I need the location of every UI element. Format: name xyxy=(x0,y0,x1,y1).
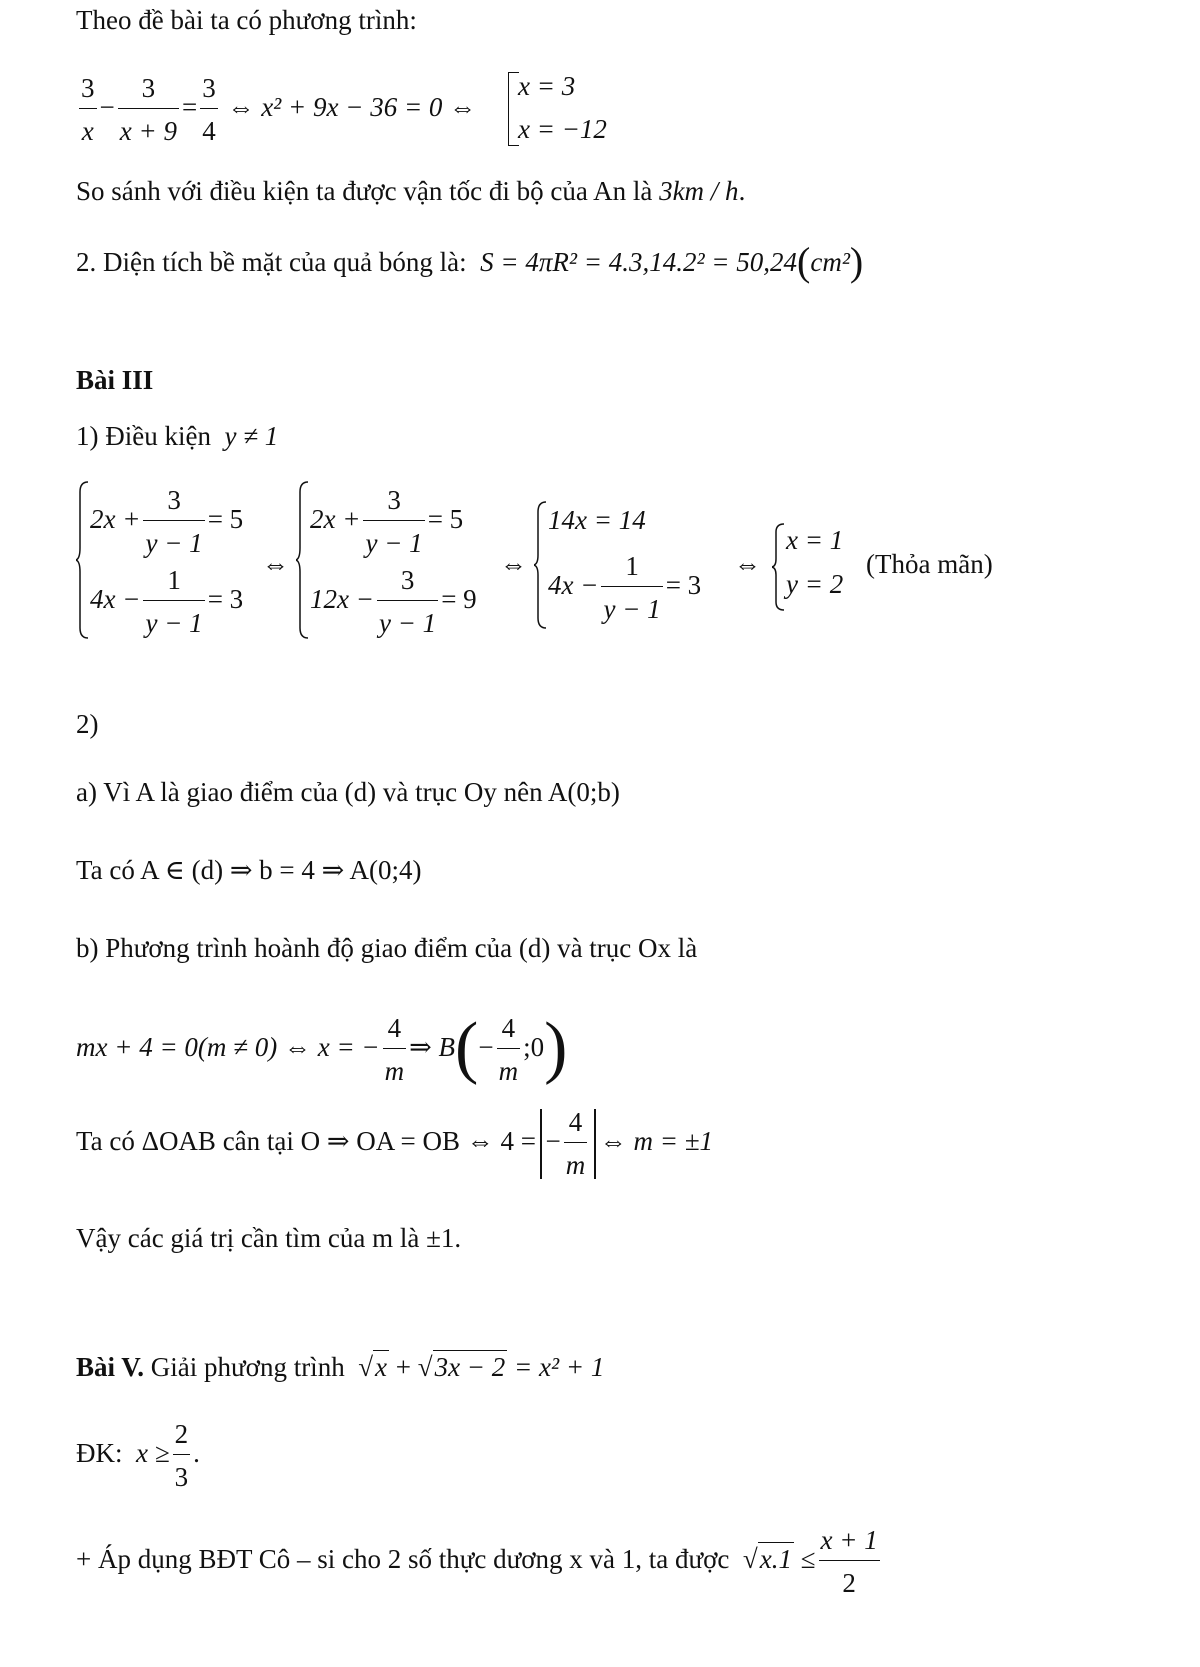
case-2: x = −12 xyxy=(518,114,607,144)
equation-1: $\frac{3}{x}$ − $\frac{3}{x + 9}$ = $\frac{3}{4}$ ⇔ x² + 9x − 36 = 0 ⇔ xyxy=(81,73,477,147)
system-1: 2x + $\frac{3}{y - 1}$ = 5 4x − $\frac{1}{y - 1}$ = 3 xyxy=(76,480,256,640)
area-line: 2. Diện tích bề mặt của quả bóng là: S = 4πR² = 4.3,14.2² = 50,24(cm²) xyxy=(76,239,864,284)
fraction: $\frac{3}{4}$ xyxy=(202,73,216,147)
dk-line: ĐK: x ≥ $\frac{2}{3}$ . xyxy=(76,1419,200,1493)
fraction: $\frac{3}{x + 9}$ xyxy=(119,73,177,147)
equiv-symbol: ⇔ xyxy=(262,549,289,579)
brace-icon xyxy=(534,500,548,630)
case-1: x = 3 xyxy=(518,71,576,101)
part-2a-taco: Ta có A ∈ (d) ⇒ b = 4 ⇒ A(0;4) xyxy=(76,855,422,885)
equiv-symbol: ⇔ xyxy=(500,549,527,579)
brace-icon xyxy=(296,480,310,640)
brace-icon xyxy=(76,480,90,640)
part-2b-equation: mx + 4 = 0(m ≠ 0) ⇔ x = − $\frac{4}{m}$ ⇒ B(− $\frac{4}{m}$ ;0) xyxy=(76,1009,568,1087)
system-4: x = 1 y = 2 xyxy=(772,522,852,612)
apply-line: + Áp dụng BĐT Cô – si cho 2 số thực dương x và 1, ta được √x.1 ≤ $\frac{x + 1}{2}$ xyxy=(76,1525,878,1599)
brace-icon xyxy=(772,522,786,612)
intro-text: Theo đề bài ta có phương trình: xyxy=(76,5,417,35)
part-2b-text: b) Phương trình hoành độ giao điểm của (d) và trục Ox là xyxy=(76,933,698,963)
part-2b-taco: Ta có ΔOAB cân tại O ⇒ OA = OB ⇔ 4 = − $\frac{4}{m}$ ⇔ m = ±1 xyxy=(76,1107,714,1181)
satisfied-note: (Thỏa mãn) xyxy=(866,549,993,579)
bai-5-line: Bài V. Giải phương trình √x + √3x − 2 = x² + 1 xyxy=(76,1352,605,1382)
bai-3-heading: Bài III xyxy=(76,365,154,395)
system-2: 2x + $\frac{3}{y - 1}$ = 5 12x − $\frac{3}{y - 1}$ = 9 xyxy=(296,480,496,640)
conclusion-line: Vậy các giá trị cần tìm của m là ±1. xyxy=(76,1223,462,1253)
condition-line: 1) Điều kiện y ≠ 1 xyxy=(76,421,279,451)
part-2a-text: a) Vì A là giao điểm của (d) và trục Oy nên A(0;b) xyxy=(76,777,620,807)
equiv-symbol: ⇔ xyxy=(734,549,761,579)
part-2-label: 2) xyxy=(76,709,99,739)
fraction: $\frac{3}{x}$ xyxy=(81,73,95,147)
system-3: 14x = 14 4x − $\frac{1}{y - 1}$ = 3 xyxy=(534,500,734,630)
compare-line: So sánh với điều kiện ta được vận tốc đi bộ của An là 3km / h. xyxy=(76,176,746,206)
